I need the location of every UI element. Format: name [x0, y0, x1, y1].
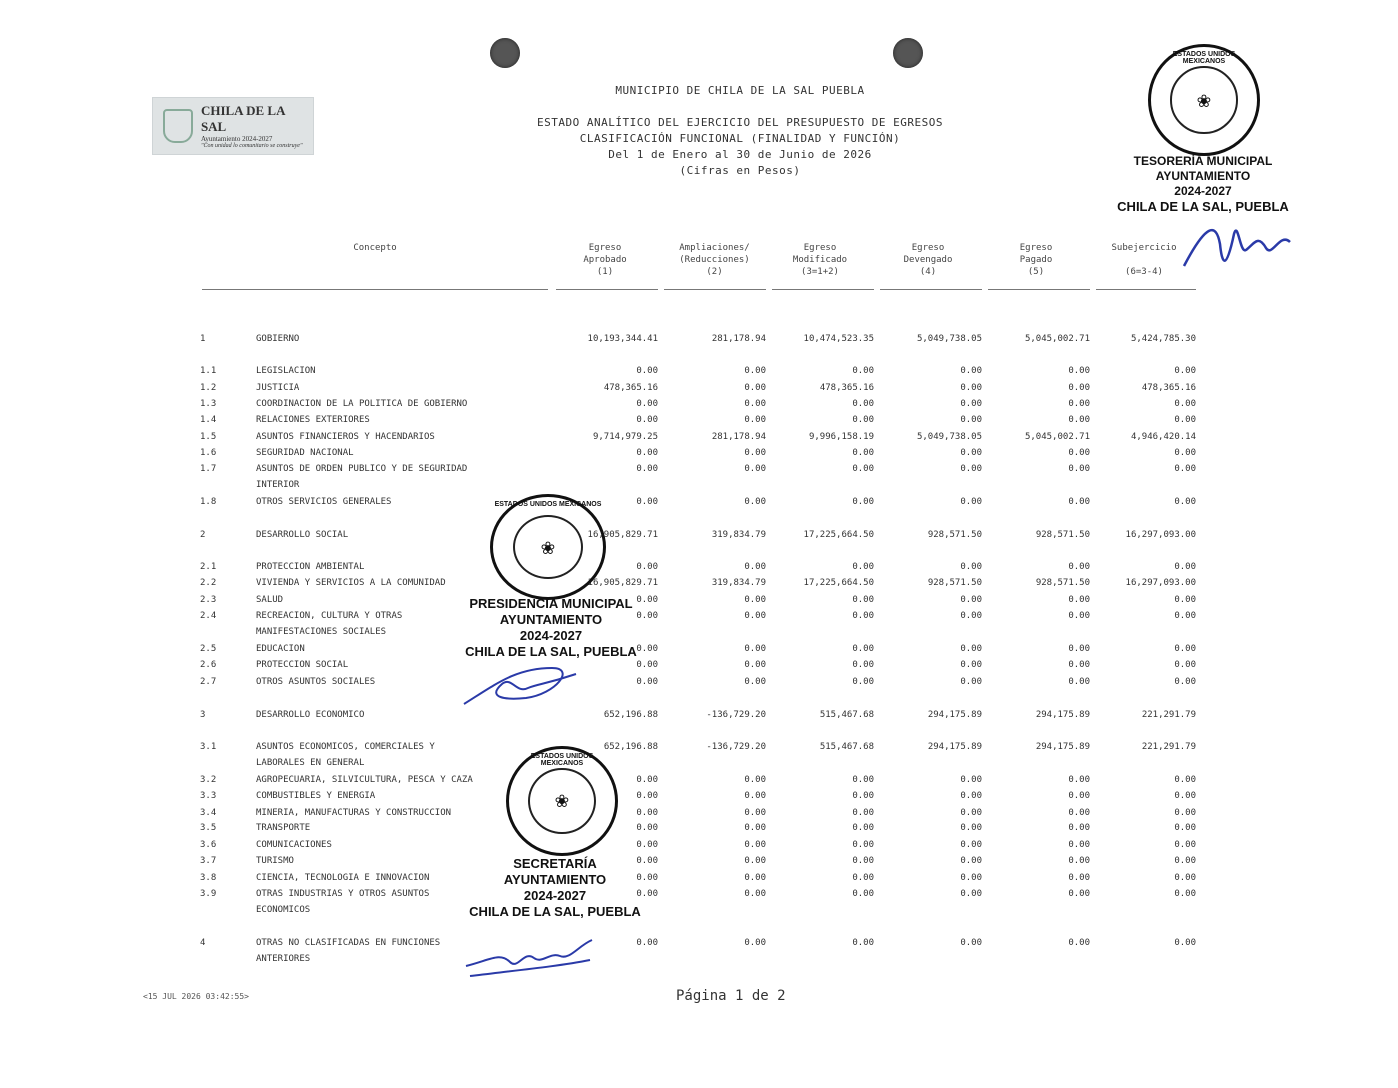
row-code: 1.2 [200, 383, 217, 393]
row-value-c1: 0.00 [636, 562, 658, 572]
row-value-c6: 0.00 [1174, 677, 1196, 687]
row-value-c4: 0.00 [960, 856, 982, 866]
row-value-c5: 5,045,002.71 [1024, 432, 1090, 442]
row-value-c1: 0.00 [636, 644, 658, 654]
row-value-c4: 0.00 [960, 791, 982, 801]
row-value-c5: 294,175.89 [1035, 710, 1090, 720]
row-value-c5: 0.00 [1068, 823, 1090, 833]
row-value-c5: 5,045,002.71 [1024, 334, 1090, 344]
row-code: 1.5 [200, 432, 217, 442]
row-value-c1: 16,905,829.71 [587, 578, 658, 588]
row-value-c3: 0.00 [852, 856, 874, 866]
row-value-c5: 0.00 [1068, 383, 1090, 393]
row-value-c5: 0.00 [1068, 497, 1090, 507]
row-label: MINERIA, MANUFACTURAS Y CONSTRUCCION [256, 808, 452, 818]
row-value-c3: 478,365.16 [819, 383, 874, 393]
row-code: 3.9 [200, 889, 217, 899]
row-value-c2: 0.00 [744, 448, 766, 458]
row-value-c4: 928,571.50 [927, 530, 982, 540]
row-value-c3: 515,467.68 [819, 710, 874, 720]
report-title: ESTADO ANALÍTICO DEL EJERCICIO DEL PRESUPUESTO DE EGRESOS [537, 116, 943, 129]
row-value-c6: 0.00 [1174, 840, 1196, 850]
row-label: OTROS ASUNTOS SOCIALES [256, 677, 376, 687]
row-value-c2: 0.00 [744, 889, 766, 899]
row-value-c1: 0.00 [636, 464, 658, 474]
row-code: 2 [200, 530, 206, 540]
row-value-c3: 0.00 [852, 823, 874, 833]
row-value-c6: 0.00 [1174, 415, 1196, 425]
row-value-c2: 0.00 [744, 366, 766, 376]
row-label: AGROPECUARIA, SILVICULTURA, PESCA Y CAZA [256, 775, 473, 785]
punch-hole-right [893, 38, 923, 68]
row-value-c5: 0.00 [1068, 889, 1090, 899]
row-label: RELACIONES EXTERIORES [256, 415, 370, 425]
row-label: COMUNICACIONES [256, 840, 332, 850]
row-value-c4: 0.00 [960, 938, 982, 948]
row-value-c6: 0.00 [1174, 497, 1196, 507]
row-value-c1: 16,905,829.71 [587, 530, 658, 540]
row-value-c2: 0.00 [744, 856, 766, 866]
row-value-c3: 0.00 [852, 399, 874, 409]
row-value-c6: 221,291.79 [1141, 710, 1196, 720]
row-value-c5: 294,175.89 [1035, 742, 1090, 752]
row-value-c4: 0.00 [960, 464, 982, 474]
stamp-secretaria: SECRETARÍA AYUNTAMIENTO 2024-2027 CHILA DE LA SAL, PUEBLA [469, 856, 641, 919]
row-value-c2: 0.00 [744, 497, 766, 507]
row-value-c4: 294,175.89 [927, 742, 982, 752]
row-value-c6: 0.00 [1174, 791, 1196, 801]
row-value-c5: 0.00 [1068, 856, 1090, 866]
row-value-c2: 0.00 [744, 660, 766, 670]
report-period: Del 1 de Enero al 30 de Junio de 2026 [608, 148, 872, 161]
row-value-c6: 0.00 [1174, 448, 1196, 458]
row-label: RECREACION, CULTURA Y OTRAS [256, 611, 403, 621]
row-value-c2: 0.00 [744, 644, 766, 654]
row-value-c2: 0.00 [744, 823, 766, 833]
row-label: TRANSPORTE [256, 823, 311, 833]
row-value-c4: 0.00 [960, 823, 982, 833]
row-value-c1: 10,193,344.41 [587, 334, 658, 344]
signature-secretaria [460, 926, 600, 982]
row-value-c6: 0.00 [1174, 399, 1196, 409]
row-value-c3: 0.00 [852, 889, 874, 899]
stamp-tesoreria: TESORERÍA MUNICIPAL AYUNTAMIENTO 2024-2027 CHILA DE LA SAL, PUEBLA [1117, 154, 1289, 214]
row-code: 4 [200, 938, 206, 948]
row-value-c2: 319,834.79 [711, 578, 766, 588]
row-value-c5: 0.00 [1068, 873, 1090, 883]
print-timestamp: <15 JUL 2026 03:42:55> [143, 992, 249, 1001]
row-label: CIENCIA, TECNOLOGIA E INNOVACION [256, 873, 430, 883]
row-value-c2: 0.00 [744, 791, 766, 801]
row-label-continued: LABORALES EN GENERAL [256, 758, 365, 768]
row-value-c4: 294,175.89 [927, 710, 982, 720]
row-value-c5: 0.00 [1068, 677, 1090, 687]
row-label: DESARROLLO SOCIAL [256, 530, 349, 540]
row-value-c6: 221,291.79 [1141, 742, 1196, 752]
national-seal-presidencia: ESTADOS UNIDOS MEXICANOS ❀ [490, 494, 606, 600]
row-value-c2: 0.00 [744, 399, 766, 409]
logo-subtitle: Ayuntamiento 2024-2027 [200, 135, 273, 143]
logo-name: CHILA DE LA SAL [200, 103, 285, 134]
row-value-c4: 0.00 [960, 562, 982, 572]
row-code: 3.3 [200, 791, 217, 801]
row-label-continued: ECONOMICOS [256, 905, 311, 915]
row-value-c3: 0.00 [852, 644, 874, 654]
row-value-c6: 16,297,093.00 [1125, 578, 1196, 588]
row-value-c2: 0.00 [744, 464, 766, 474]
row-label: ASUNTOS DE ORDEN PUBLICO Y DE SEGURIDAD [256, 464, 468, 474]
row-value-c2: 0.00 [744, 840, 766, 850]
column-header-aprobado: Egreso Aprobado (1) [583, 243, 627, 277]
row-value-c4: 0.00 [960, 644, 982, 654]
report-units: (Cifras en Pesos) [679, 164, 801, 177]
row-value-c2: 281,178.94 [711, 432, 766, 442]
row-value-c3: 10,474,523.35 [803, 334, 874, 344]
row-value-c4: 0.00 [960, 399, 982, 409]
row-code: 1.1 [200, 366, 217, 376]
row-code: 2.6 [200, 660, 217, 670]
row-value-c5: 0.00 [1068, 791, 1090, 801]
row-value-c1: 478,365.16 [603, 383, 658, 393]
row-value-c6: 0.00 [1174, 595, 1196, 605]
row-value-c1: 0.00 [636, 889, 658, 899]
column-header-subejercicio: Subejercicio (6=3-4) [1111, 243, 1177, 277]
row-value-c5: 0.00 [1068, 611, 1090, 621]
row-code: 1.7 [200, 464, 217, 474]
municipality-logo [152, 97, 314, 155]
row-label-continued: ANTERIORES [256, 954, 311, 964]
row-label: OTRAS INDUSTRIAS Y OTROS ASUNTOS [256, 889, 430, 899]
header-rule-c5 [988, 289, 1090, 290]
row-value-c1: 0.00 [636, 448, 658, 458]
row-value-c5: 0.00 [1068, 399, 1090, 409]
row-value-c1: 0.00 [636, 791, 658, 801]
row-value-c5: 0.00 [1068, 775, 1090, 785]
row-value-c6: 0.00 [1174, 808, 1196, 818]
signature-tesoreria [1176, 214, 1296, 278]
row-value-c1: 0.00 [636, 856, 658, 866]
row-value-c1: 0.00 [636, 366, 658, 376]
municipality-title: MUNICIPIO DE CHILA DE LA SAL PUEBLA [615, 84, 865, 97]
row-value-c2: 281,178.94 [711, 334, 766, 344]
row-code: 2.3 [200, 595, 217, 605]
row-code: 2.7 [200, 677, 217, 687]
header-rule-c2 [664, 289, 766, 290]
shield-icon [163, 109, 193, 143]
national-seal-secretaria: ESTADOS UNIDOS MEXICANOS ❀ [506, 746, 618, 856]
eagle-icon: ❀ [1170, 66, 1238, 134]
row-value-c6: 0.00 [1174, 562, 1196, 572]
row-value-c4: 0.00 [960, 497, 982, 507]
row-label: EDUCACION [256, 644, 305, 654]
row-value-c2: 0.00 [744, 677, 766, 687]
row-value-c1: 0.00 [636, 415, 658, 425]
row-value-c3: 0.00 [852, 840, 874, 850]
row-code: 3.2 [200, 775, 217, 785]
row-value-c6: 0.00 [1174, 660, 1196, 670]
row-label: LEGISLACION [256, 366, 316, 376]
row-value-c3: 0.00 [852, 873, 874, 883]
row-value-c3: 9,996,158.19 [808, 432, 874, 442]
row-value-c5: 0.00 [1068, 840, 1090, 850]
row-value-c1: 0.00 [636, 808, 658, 818]
row-value-c2: 0.00 [744, 873, 766, 883]
row-value-c2: 0.00 [744, 383, 766, 393]
row-code: 3.4 [200, 808, 217, 818]
row-value-c5: 928,571.50 [1035, 578, 1090, 588]
row-value-c1: 0.00 [636, 660, 658, 670]
column-header-devengado: Egreso Devengado (4) [903, 243, 953, 277]
row-value-c6: 0.00 [1174, 856, 1196, 866]
row-value-c5: 0.00 [1068, 808, 1090, 818]
row-value-c4: 0.00 [960, 595, 982, 605]
header-rule-c4 [880, 289, 982, 290]
row-value-c2: 0.00 [744, 938, 766, 948]
header-rule-c6 [1096, 289, 1196, 290]
row-value-c5: 0.00 [1068, 562, 1090, 572]
row-code: 3.7 [200, 856, 217, 866]
row-value-c3: 0.00 [852, 415, 874, 425]
row-value-c1: 0.00 [636, 938, 658, 948]
row-label: OTROS SERVICIOS GENERALES [256, 497, 392, 507]
row-value-c4: 0.00 [960, 611, 982, 621]
row-value-c5: 0.00 [1068, 595, 1090, 605]
row-value-c5: 0.00 [1068, 448, 1090, 458]
row-label: COMBUSTIBLES Y ENERGIA [256, 791, 376, 801]
row-value-c1: 9,714,979.25 [592, 432, 658, 442]
row-value-c5: 0.00 [1068, 644, 1090, 654]
row-value-c2: 319,834.79 [711, 530, 766, 540]
row-value-c2: 0.00 [744, 595, 766, 605]
row-value-c6: 0.00 [1174, 611, 1196, 621]
row-label: PROTECCION SOCIAL [256, 660, 349, 670]
row-value-c3: 0.00 [852, 366, 874, 376]
row-value-c4: 5,049,738.05 [916, 334, 982, 344]
row-code: 3.5 [200, 823, 217, 833]
row-code: 1.6 [200, 448, 217, 458]
row-code: 3 [200, 710, 206, 720]
eagle-icon: ❀ [513, 515, 583, 579]
row-value-c3: 0.00 [852, 448, 874, 458]
logo-slogan: "Con unidad lo comunitario se construye" [200, 143, 303, 149]
row-value-c5: 0.00 [1068, 938, 1090, 948]
row-value-c3: 17,225,664.50 [803, 530, 874, 540]
row-value-c6: 0.00 [1174, 873, 1196, 883]
row-value-c6: 0.00 [1174, 889, 1196, 899]
row-code: 1 [200, 334, 206, 344]
row-value-c6: 16,297,093.00 [1125, 530, 1196, 540]
row-value-c3: 0.00 [852, 791, 874, 801]
row-value-c4: 0.00 [960, 889, 982, 899]
row-value-c3: 0.00 [852, 595, 874, 605]
row-label: VIVIENDA Y SERVICIOS A LA COMUNIDAD [256, 578, 446, 588]
row-code: 1.3 [200, 399, 217, 409]
header-rule-c3 [772, 289, 874, 290]
row-value-c1: 652,196.88 [603, 742, 658, 752]
row-value-c4: 0.00 [960, 660, 982, 670]
row-label: JUSTICIA [256, 383, 300, 393]
row-value-c5: 0.00 [1068, 415, 1090, 425]
row-value-c2: 0.00 [744, 562, 766, 572]
row-value-c1: 0.00 [636, 873, 658, 883]
row-code: 2.4 [200, 611, 217, 621]
row-label: SALUD [256, 595, 284, 605]
row-value-c6: 0.00 [1174, 366, 1196, 376]
row-value-c3: 0.00 [852, 611, 874, 621]
column-header-ampliaciones: Ampliaciones/ (Reducciones) (2) [679, 243, 750, 277]
column-header-concept: Concepto [353, 243, 397, 253]
row-value-c4: 0.00 [960, 840, 982, 850]
row-value-c4: 0.00 [960, 775, 982, 785]
row-value-c2: 0.00 [744, 611, 766, 621]
stamp-presidencia: PRESIDENCIA MUNICIPAL AYUNTAMIENTO 2024-2027 CHILA DE LA SAL, PUEBLA [465, 596, 637, 659]
row-label: ASUNTOS ECONOMICOS, COMERCIALES Y [256, 742, 435, 752]
row-label: GOBIERNO [256, 334, 300, 344]
row-value-c2: 0.00 [744, 415, 766, 425]
page-number: Página 1 de 2 [676, 988, 786, 1004]
signature-presidencia [456, 654, 586, 714]
row-code: 1.4 [200, 415, 217, 425]
row-value-c4: 0.00 [960, 366, 982, 376]
row-label-continued: MANIFESTACIONES SOCIALES [256, 627, 387, 637]
row-code: 3.8 [200, 873, 217, 883]
seal-ring-text: ESTADOS UNIDOS MEXICANOS [1172, 51, 1236, 65]
header-rule-concept [202, 289, 548, 290]
row-code: 3.6 [200, 840, 217, 850]
row-label: SEGURIDAD NACIONAL [256, 448, 354, 458]
row-value-c3: 0.00 [852, 808, 874, 818]
row-value-c6: 478,365.16 [1141, 383, 1196, 393]
row-label-continued: INTERIOR [256, 480, 300, 490]
row-value-c4: 0.00 [960, 677, 982, 687]
row-value-c6: 0.00 [1174, 823, 1196, 833]
row-value-c2: 0.00 [744, 808, 766, 818]
row-value-c4: 0.00 [960, 383, 982, 393]
row-value-c5: 0.00 [1068, 660, 1090, 670]
row-value-c6: 0.00 [1174, 938, 1196, 948]
row-code: 2.2 [200, 578, 217, 588]
row-value-c1: 0.00 [636, 823, 658, 833]
row-label: COORDINACION DE LA POLITICA DE GOBIERNO [256, 399, 468, 409]
row-value-c1: 0.00 [636, 775, 658, 785]
row-label: ASUNTOS FINANCIEROS Y HACENDARIOS [256, 432, 435, 442]
row-value-c3: 0.00 [852, 775, 874, 785]
row-value-c3: 0.00 [852, 497, 874, 507]
row-value-c6: 4,946,420.14 [1130, 432, 1196, 442]
row-value-c2: -136,729.20 [706, 710, 766, 720]
row-value-c6: 0.00 [1174, 644, 1196, 654]
row-code: 3.1 [200, 742, 217, 752]
report-classification: CLASIFICACIÓN FUNCIONAL (FINALIDAD Y FUNCIÓN) [579, 132, 901, 145]
row-value-c3: 0.00 [852, 562, 874, 572]
national-seal-tesoreria [1148, 44, 1260, 156]
row-code: 1.8 [200, 497, 217, 507]
row-value-c3: 17,225,664.50 [803, 578, 874, 588]
row-value-c2: -136,729.20 [706, 742, 766, 752]
row-value-c4: 0.00 [960, 448, 982, 458]
row-value-c1: 0.00 [636, 399, 658, 409]
row-value-c1: 0.00 [636, 497, 658, 507]
row-code: 2.5 [200, 644, 217, 654]
punch-hole-left [490, 38, 520, 68]
row-value-c3: 0.00 [852, 464, 874, 474]
column-header-pagado: Egreso Pagado (5) [1019, 243, 1053, 277]
row-value-c1: 0.00 [636, 595, 658, 605]
row-value-c5: 0.00 [1068, 366, 1090, 376]
row-value-c4: 0.00 [960, 873, 982, 883]
row-value-c4: 0.00 [960, 808, 982, 818]
row-label: PROTECCION AMBIENTAL [256, 562, 365, 572]
row-value-c1: 0.00 [636, 840, 658, 850]
row-value-c1: 0.00 [636, 677, 658, 687]
row-value-c3: 0.00 [852, 677, 874, 687]
row-value-c2: 0.00 [744, 775, 766, 785]
row-value-c4: 5,049,738.05 [916, 432, 982, 442]
row-value-c1: 0.00 [636, 611, 658, 621]
eagle-icon: ❀ [528, 768, 596, 834]
row-label: TURISMO [256, 856, 294, 866]
row-value-c4: 0.00 [960, 415, 982, 425]
row-value-c5: 0.00 [1068, 464, 1090, 474]
row-value-c3: 515,467.68 [819, 742, 874, 752]
row-value-c3: 0.00 [852, 660, 874, 670]
row-value-c1: 652,196.88 [603, 710, 658, 720]
row-label: OTRAS NO CLASIFICADAS EN FUNCIONES [256, 938, 441, 948]
row-value-c6: 0.00 [1174, 775, 1196, 785]
row-code: 2.1 [200, 562, 217, 572]
row-value-c4: 928,571.50 [927, 578, 982, 588]
row-value-c6: 5,424,785.30 [1130, 334, 1196, 344]
row-value-c5: 928,571.50 [1035, 530, 1090, 540]
column-header-modificado: Egreso Modificado (3=1+2) [792, 243, 848, 277]
row-value-c6: 0.00 [1174, 464, 1196, 474]
header-rule-c1 [556, 289, 658, 290]
row-label: DESARROLLO ECONOMICO [256, 710, 365, 720]
row-value-c3: 0.00 [852, 938, 874, 948]
